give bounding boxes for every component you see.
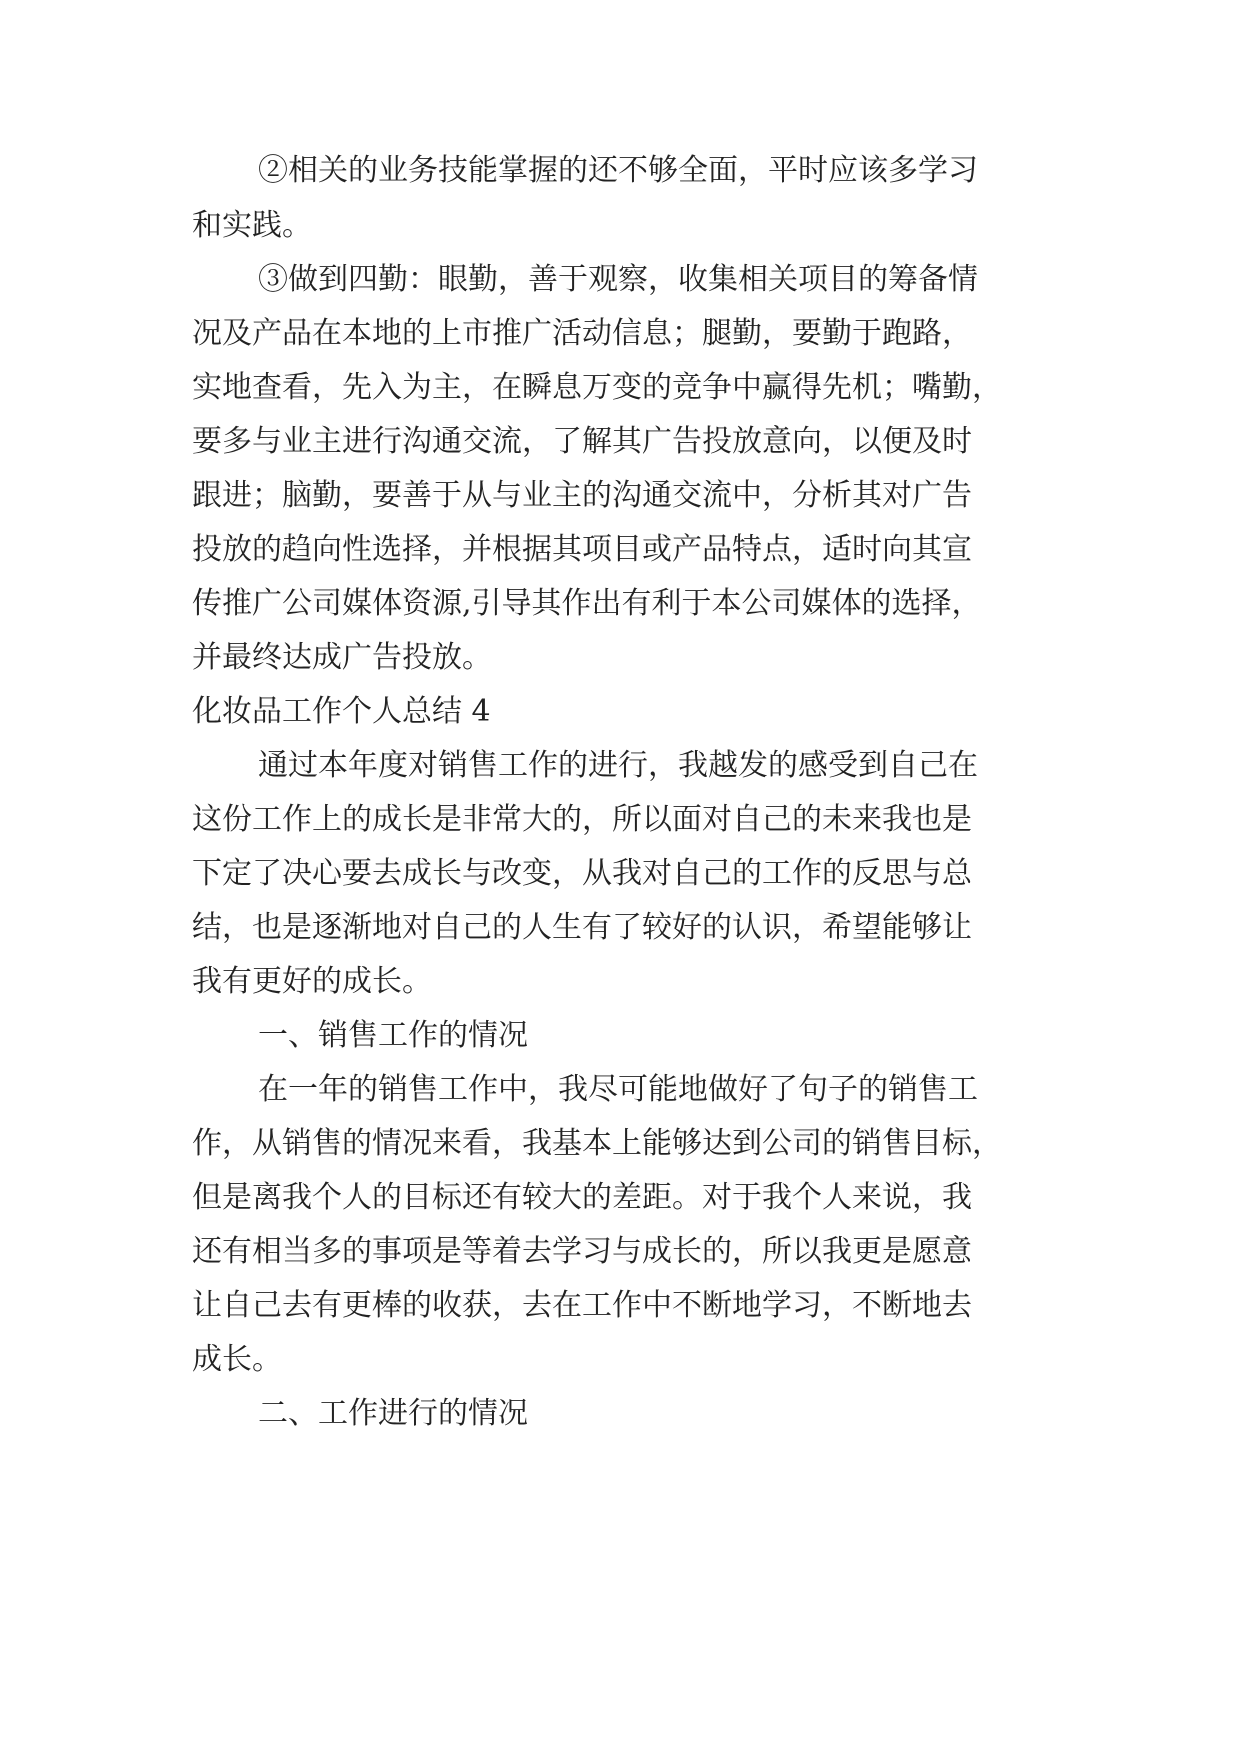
paragraph-line: 投放的趋向性选择，并根据其项目或产品特点，适时向其宣 (192, 532, 972, 567)
paragraph-line: 和实践。 (192, 208, 312, 243)
paragraph-line: 但是离我个人的目标还有较大的差距。对于我个人来说，我 (192, 1180, 972, 1215)
section-heading: 化妆品工作个人总结 4 (192, 694, 491, 729)
paragraph-line: 成长。 (192, 1342, 282, 1377)
paragraph-line: 下定了决心要去成长与改变，从我对自己的工作的反思与总 (192, 856, 972, 891)
paragraph-line: 在一年的销售工作中，我尽可能地做好了句子的销售工 (258, 1072, 978, 1107)
paragraph-line: 传推广公司媒体资源,引导其作出有利于本公司媒体的选择， (192, 586, 982, 621)
subsection-heading: 二、工作进行的情况 (258, 1396, 528, 1431)
paragraph-line: 要多与业主进行沟通交流，了解其广告投放意向，以便及时 (192, 424, 972, 459)
paragraph-line: 通过本年度对销售工作的进行，我越发的感受到自己在 (258, 748, 978, 783)
paragraph-line: 作，从销售的情况来看，我基本上能够达到公司的销售目标， (192, 1126, 1002, 1161)
paragraph-line: 况及产品在本地的上市推广活动信息；腿勤，要勤于跑路， (192, 316, 972, 351)
paragraph-line: 跟进；脑勤，要善于从与业主的沟通交流中，分析其对广告 (192, 478, 972, 513)
paragraph-line: 并最终达成广告投放。 (192, 640, 492, 675)
subsection-heading: 一、销售工作的情况 (258, 1018, 528, 1053)
paragraph-line: 让自己去有更棒的收获，去在工作中不断地学习，不断地去 (192, 1288, 972, 1323)
paragraph-line: ②相关的业务技能掌握的还不够全面，平时应该多学习 (258, 153, 978, 188)
paragraph-line: 实地查看，先入为主，在瞬息万变的竞争中赢得先机；嘴勤， (192, 370, 1002, 405)
paragraph-line: 还有相当多的事项是等着去学习与成长的，所以我更是愿意 (192, 1234, 972, 1269)
paragraph-line: 这份工作上的成长是非常大的，所以面对自己的未来我也是 (192, 802, 972, 837)
paragraph-line: 结，也是逐渐地对自己的人生有了较好的认识，希望能够让 (192, 910, 972, 945)
paragraph-line: ③做到四勤：眼勤，善于观察，收集相关项目的筹备情 (258, 262, 978, 297)
paragraph-line: 我有更好的成长。 (192, 964, 432, 999)
